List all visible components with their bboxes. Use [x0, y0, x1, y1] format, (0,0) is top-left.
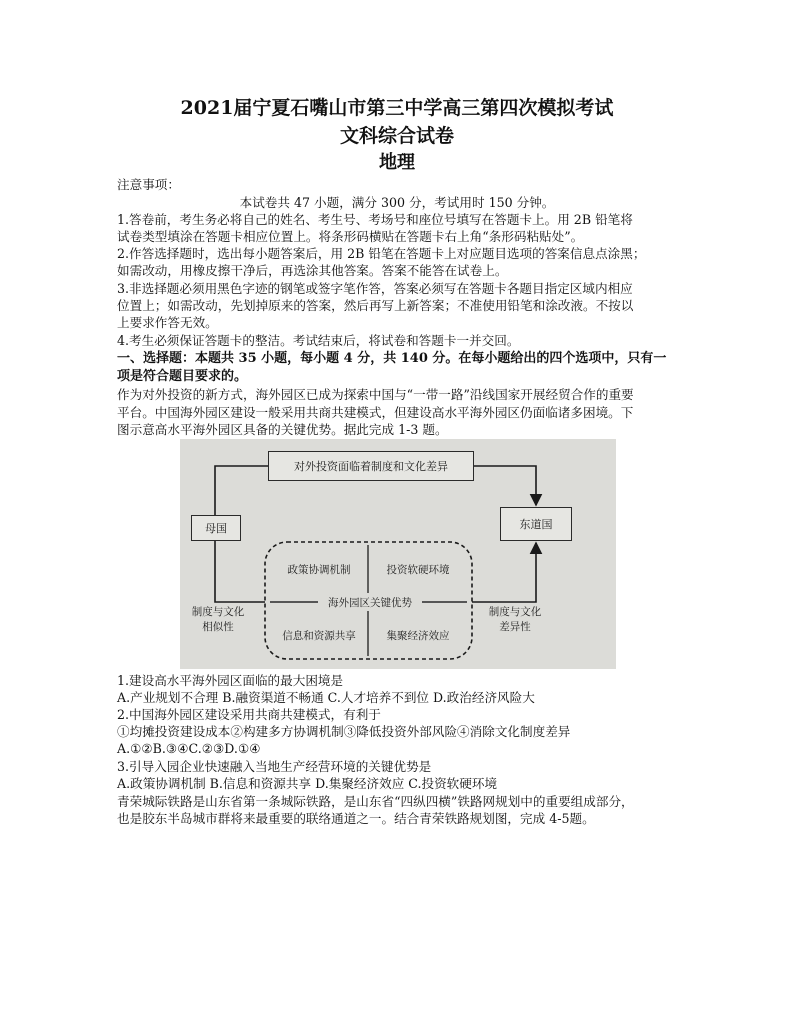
passage-line-b: 平台。中国海外园区建设一般采用共商共建模式，但建设高水平海外园区仍面临诸多困境。下 [117, 405, 634, 420]
center-label: 海外园区关键优势 [318, 593, 422, 611]
question-3: 3.引导入园企业快速融入当地生产经营环境的关键优势是 [117, 759, 432, 774]
arrow-home-to-top [215, 466, 268, 515]
arrow-home-to-center [215, 541, 265, 602]
cell-policy-coordination: 政策协调机制 [287, 563, 351, 576]
cell-investment-environment: 投资软硬环境 [386, 563, 450, 576]
overseas-park-diagram [180, 439, 616, 669]
left-label-line2: 相似性 [202, 621, 234, 633]
question-1: 1.建设高水平海外园区面临的最大困境是 [117, 673, 344, 688]
passage-line-c: 图示意高水平海外园区具备的关键优势。据此完成 1-3 题。 [117, 422, 448, 437]
notice-item-2b: 如需改动，用橡皮擦干净后，再选涂其他答案。答案不能答在试卷上。 [117, 263, 508, 278]
question-1-options: A.产业规划不合理 B.融资渠道不畅通 C.人才培养不到位 D.政治经济风险大 [117, 690, 535, 705]
notice-item-4: 4.考生必须保证答题卡的整洁。考试结束后，将试卷和答题卡一并交回。 [117, 333, 520, 348]
arrow-top-to-host [474, 466, 536, 505]
arrow-center-to-host [472, 543, 536, 602]
notice-item-2a: 2.作答选择题时，选出每小题答案后，用 2B 铅笔在答题卡上对应题目选项的答案信息点涂黑； [117, 246, 646, 261]
right-label-line1: 制度与文化 [488, 606, 542, 618]
section-heading-a: 一、选择题：本题共 35 小题，每小题 4 分，共 140 分。在每小题给出的四个选项中，只有一 [117, 351, 667, 366]
exam-subtitle: 文科综合试卷 [339, 125, 454, 147]
top-box: 对外投资面临着制度和文化差异 [268, 451, 474, 481]
section-heading-b: 项是符合题目要求的。 [117, 369, 248, 384]
exam-title: 2021届宁夏石嘴山市第三中学高三第四次模拟考试 [180, 97, 614, 119]
cell-info-resource-sharing: 信息和资源共享 [282, 629, 356, 642]
notice-item-3a: 3.非选择题必须用黑色字迹的钢笔或签字笔作答，答案必须写在答题卡各题目指定区域内相应 [117, 281, 633, 296]
question-2: 2.中国海外园区建设采用共商共建模式，有利于 [117, 707, 381, 722]
passage2-line-b: 也是胶东半岛城市群将来最重要的联络通道之一。结合青荣铁路规划图，完成 4-5题。 [117, 811, 595, 826]
right-label-line2: 差异性 [499, 621, 531, 633]
notice-item-1a: 1.答卷前，考生务必将自己的姓名、考生号、考场号和座位号填写在答题卡上。用 2B 铅笔将 [117, 212, 633, 227]
home-country-box: 母国 [191, 515, 241, 541]
question-2-items: ①均摊投资建设成本②构建多方协调机制③降低投资外部风险④消除文化制度差异 [117, 724, 571, 739]
question-2-options: A.①②B.③④C.②③D.①④ [117, 741, 261, 756]
notice-item-3c: 上要求作答无效。 [117, 315, 218, 330]
question-3-options: A.政策协调机制 B.信息和资源共享 D.集聚经济效应 C.投资软硬环境 [117, 776, 498, 791]
passage-line-a: 作为对外投资的新方式，海外园区已成为探索中国与“一带一路”沿线国家开展经贸合作的重要 [117, 387, 634, 402]
notice-item-1b: 试卷类型填涂在答题卡相应位置上。将条形码横贴在答题卡右上角“条形码粘贴处”。 [117, 229, 584, 244]
subject-title: 地理 [379, 152, 415, 173]
notice-intro: 本试卷共 47 小题，满分 300 分，考试用时 150 分钟。 [239, 195, 555, 210]
left-label-line1: 制度与文化 [191, 606, 245, 618]
host-country-box: 东道国 [500, 507, 572, 541]
cell-agglomeration-effect: 集聚经济效应 [386, 629, 450, 642]
left-label [182, 605, 254, 635]
notice-heading: 注意事项： [117, 177, 180, 192]
right-label [476, 605, 554, 635]
notice-item-3b: 位置上；如需改动，先划掉原来的答案，然后再写上新答案；不准使用铅笔和涂改液。不按以 [117, 298, 634, 313]
passage2-line-a: 青荣城际铁路是山东省第一条城际铁路，是山东省“四纵四横”铁路网规划中的重要组成部分， [117, 794, 634, 809]
